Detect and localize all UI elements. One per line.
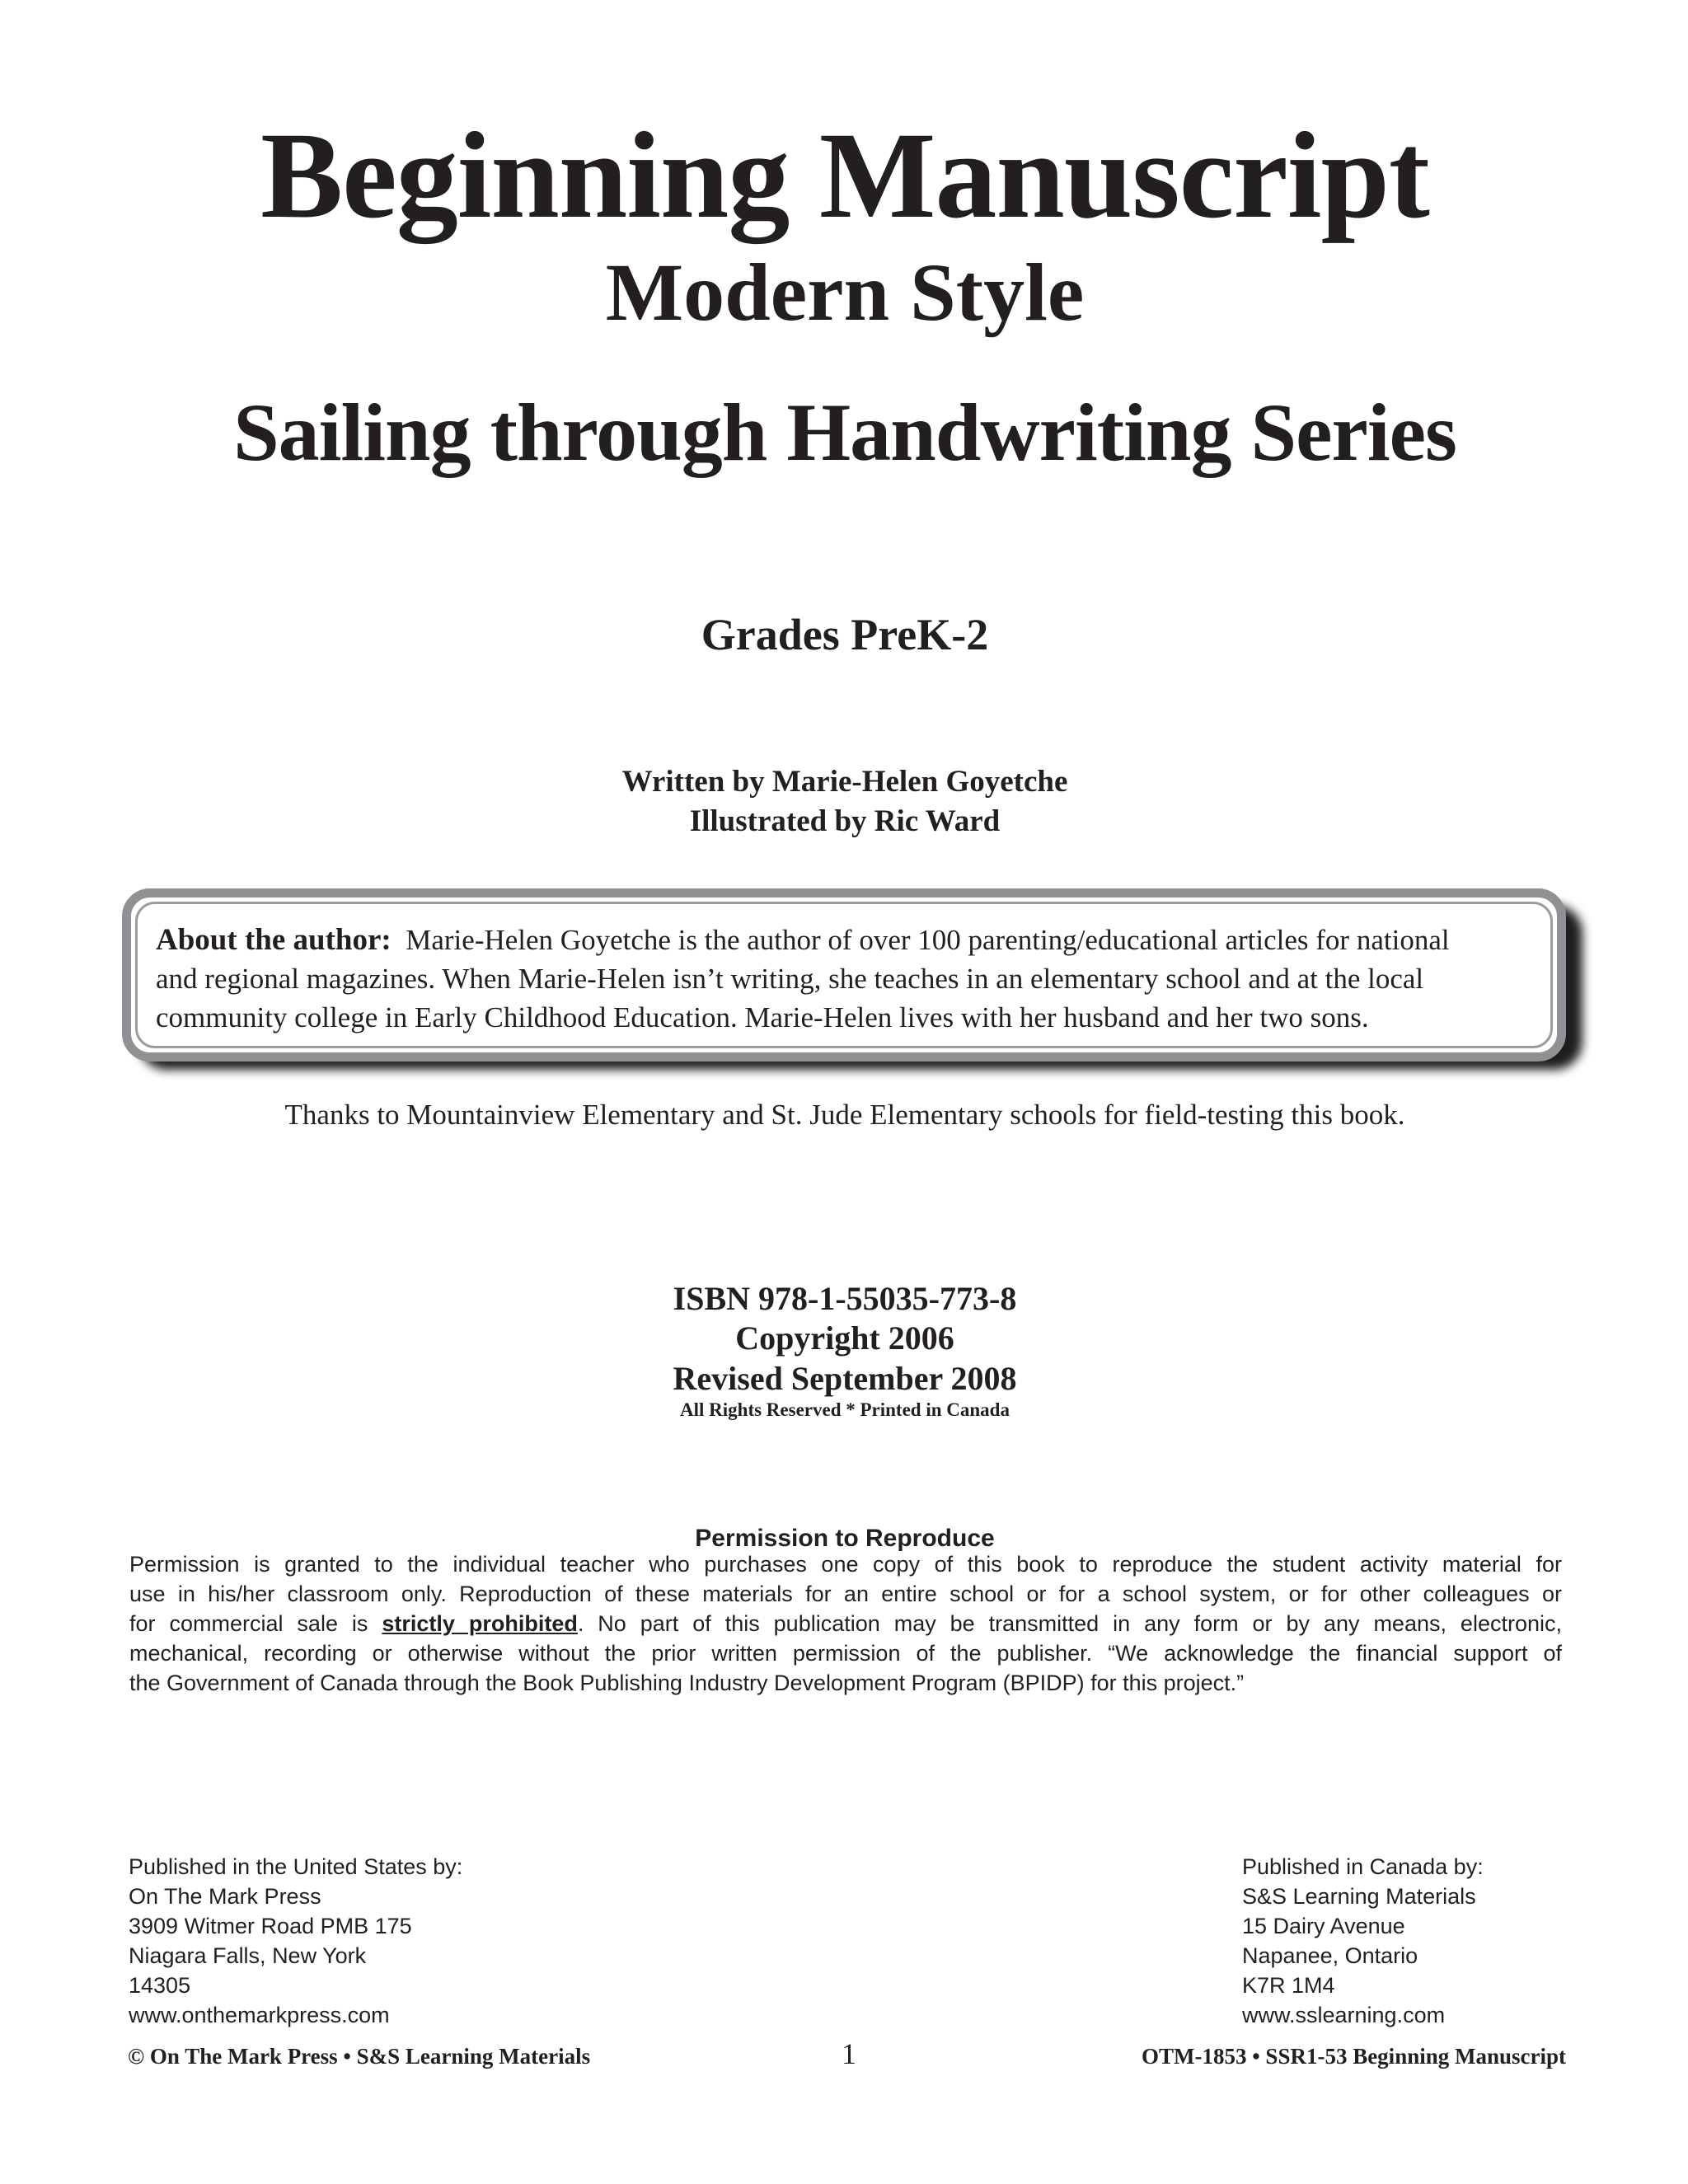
about-line-1 (156, 921, 1536, 959)
footer-product-code: OTM-1853 • SSR1-53 Beginning Manuscript (1141, 2044, 1566, 2069)
copyright-year: Copyright 2006 (735, 1319, 954, 1357)
book-subtitle: Modern Style (605, 246, 1085, 338)
revision-date: Revised September 2008 (673, 1360, 1017, 1397)
canada-publisher-postal: K7R 1M4 (1242, 1973, 1335, 1998)
grade-level: Grades PreK-2 (701, 610, 989, 659)
about-line-3: community college in Early Childhood Education. Marie-Helen lives with her husband and her two sons. (156, 1001, 1369, 1033)
us-publisher-zip: 14305 (129, 1973, 191, 1998)
us-publisher-heading: Published in the United States by: (129, 1854, 463, 1879)
illustrator-credit: Illustrated by Ric Ward (689, 804, 1001, 838)
page-number: 1 (842, 2037, 856, 2070)
canada-publisher-address: 15 Dairy Avenue (1242, 1914, 1405, 1938)
rights-notice: All Rights Reserved * Printed in Canada (680, 1399, 1010, 1420)
us-publisher-website[interactable]: www.onthemarkpress.com (129, 2003, 390, 2027)
permission-line-text: . No part of this publication may be transmitted in any form or by any means, electronic, (577, 1611, 1562, 1636)
about-author-box (122, 888, 1566, 1062)
us-publisher-city: Niagara Falls, New York (129, 1943, 367, 1968)
about-author-label: About the author: (156, 923, 392, 957)
canada-publisher-name: S&S Learning Materials (1242, 1884, 1476, 1909)
permission-line: use in his/her classroom only. Reproduction of these materials for an entire school or for a school system, or for other colleagues or (129, 1582, 1562, 1606)
strictly-prohibited-emphasis: strictly prohibited (382, 1611, 578, 1636)
canada-publisher-city: Napanee, Ontario (1242, 1943, 1418, 1968)
about-line-2: and regional magazines. When Marie-Helen isn’t writing, she teaches in an elementary school and at the local (156, 963, 1424, 995)
permission-line-text: for commercial sale is (129, 1611, 382, 1636)
about-line-1-text: Marie-Helen Goyetche is the author of over 100 parenting/educational articles for national (406, 924, 1450, 956)
permission-heading: Permission to Reproduce (695, 1525, 995, 1552)
canada-publisher-block (1242, 1852, 1484, 2030)
acknowledgement-text: Thanks to Mountainview Elementary and St. Jude Elementary schools for field-testing this book. (284, 1099, 1405, 1131)
series-title: Sailing through Handwriting Series (233, 387, 1456, 478)
about-author-inner-frame (135, 902, 1553, 1048)
permission-line (129, 1609, 1562, 1638)
permission-line: the Government of Canada through the Book Publishing Industry Development Program (BPIDP) for this project.” (129, 1671, 1245, 1695)
footer-copyright: © On The Mark Press • S&S Learning Materials (128, 2044, 591, 2069)
permission-line: mechanical, recording or otherwise without the prior written permission of the publisher. “We acknowledge the financial support of (129, 1641, 1562, 1666)
us-publisher-address: 3909 Witmer Road PMB 175 (129, 1914, 412, 1938)
about-author-text (156, 921, 1536, 1037)
permission-text (129, 1549, 1562, 1698)
isbn: ISBN 978-1-55035-773-8 (673, 1280, 1017, 1317)
canada-publisher-heading: Published in Canada by: (1242, 1854, 1484, 1879)
us-publisher-block (129, 1852, 462, 2030)
author-credit: Written by Marie-Helen Goyetche (621, 765, 1068, 799)
permission-line: Permission is granted to the individual teacher who purchases one copy of this book to reproduce the student activity material for (129, 1552, 1562, 1577)
canada-publisher-website[interactable]: www.sslearning.com (1242, 2003, 1446, 2027)
us-publisher-name: On The Mark Press (129, 1884, 321, 1909)
book-title: Beginning Manuscript (260, 107, 1429, 244)
